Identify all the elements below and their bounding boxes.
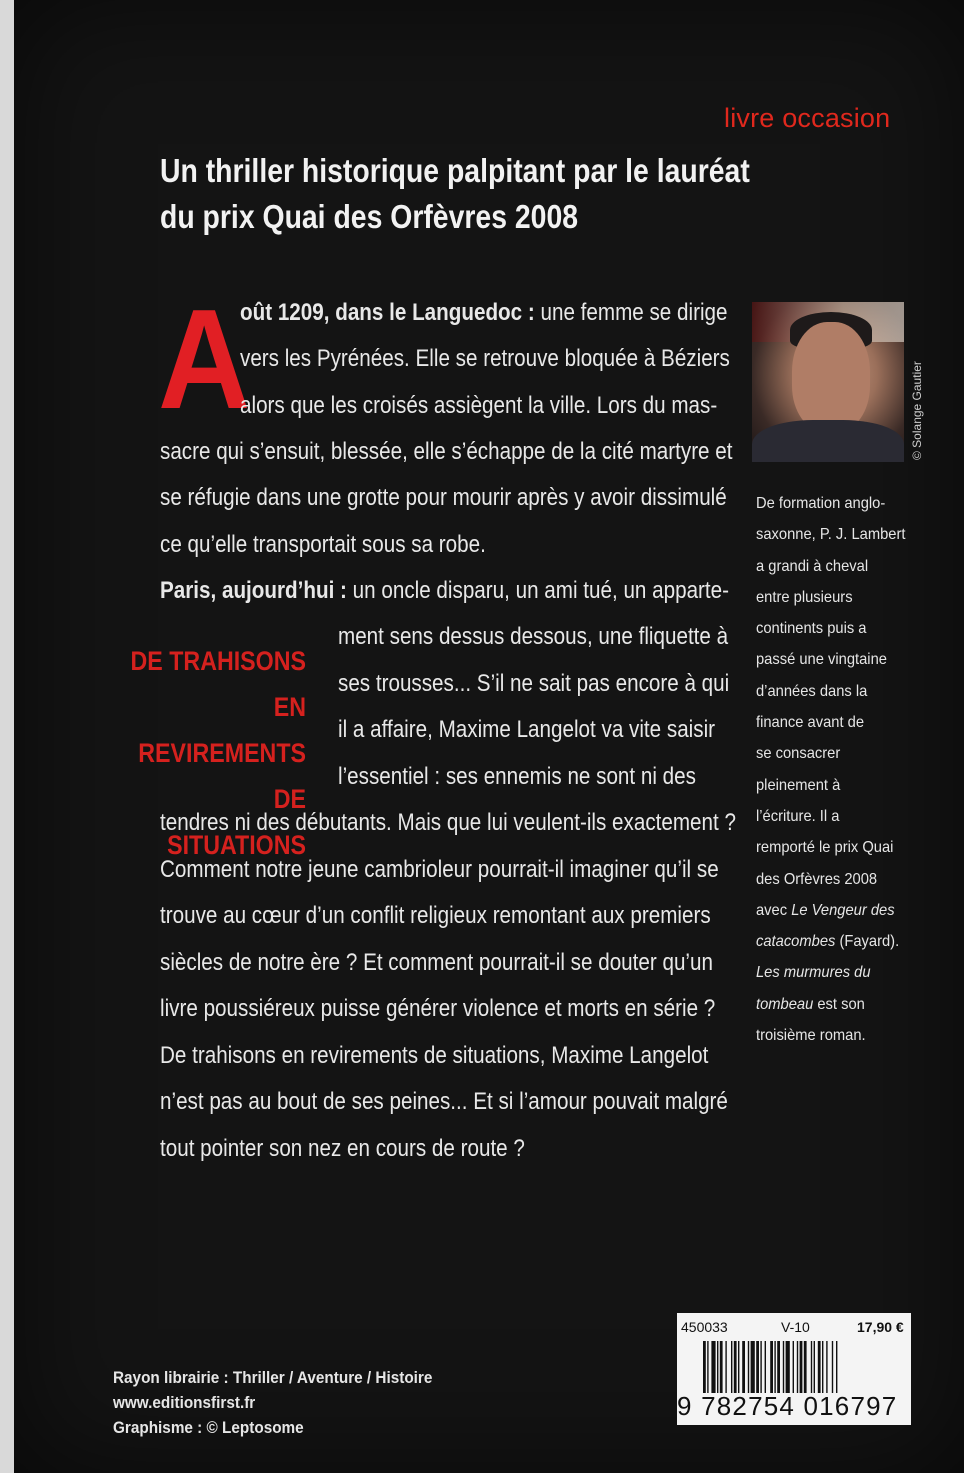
synopsis-line: livre poussiéreux puisse générer violence et morts en série ?	[160, 995, 716, 1022]
author-bio: De formation anglo- saxonne, P. J. Lambert a grandi à cheval entre plusieurs continents puis a passé une vingtaine d’années dans la finance avant de se consacrer pleinement à l’écriture. Il a remporté le prix Quai des Orfèvres 2008 avec Le Vengeur des catacombes (Fayard). Les murmures du tombeau est son troisième roman.	[756, 495, 906, 1045]
tagline-line: Un thriller historique palpitant par le lauréat	[160, 152, 750, 189]
synopsis-line: n’est pas au bout de ses peines... Et si l’amour pouvait malgré	[160, 1088, 728, 1115]
synopsis-line: ses trousses... S’il ne sait pas encore à qui	[338, 670, 730, 697]
used-book-label: livre occasion	[724, 103, 891, 133]
synopsis-line: ment sens dessus dessous, une fliquette à	[338, 623, 729, 650]
pull-quote	[112, 638, 306, 868]
barcode-code: 450033	[681, 1319, 728, 1335]
synopsis-line: Comment notre jeune cambrioleur pourrait-il imaginer qu’il se	[160, 856, 719, 883]
footer-info	[113, 1365, 432, 1440]
drop-cap: A	[158, 280, 251, 439]
photo-credit: © Solange Gautier	[910, 361, 924, 460]
tagline-line: du prix Quai des Orfèvres 2008	[160, 198, 579, 235]
barcode-version: V-10	[781, 1319, 810, 1335]
barcode-sticker	[677, 1313, 911, 1425]
barcode-bars	[703, 1341, 899, 1393]
price: 17,90 €	[857, 1319, 904, 1335]
synopsis-lead: oût 1209, dans le Languedoc :	[240, 299, 535, 326]
pull-quote-line: SITUATIONS	[167, 830, 306, 860]
synopsis-line: tendres ni des débutants. Mais que lui veulent-ils exactement ?	[160, 809, 736, 836]
synopsis-line: oût 1209, dans le Languedoc : une femme se dirige	[240, 299, 728, 326]
synopsis-line: trouve au cœur d’un conflit religieux remontant aux premiers	[160, 902, 711, 929]
rayon-librairie: Rayon librairie : Thriller / Aventure / Histoire	[113, 1368, 433, 1387]
design-credit: Graphisme : © Leptosome	[113, 1418, 304, 1437]
synopsis-line: tout pointer son nez en cours de route ?	[160, 1135, 525, 1162]
publisher-website[interactable]: www.editionsfirst.fr	[113, 1393, 256, 1412]
synopsis-line: il a affaire, Maxime Langelot va vite saisir	[338, 716, 716, 743]
synopsis-line: sacre qui s’ensuit, blessée, elle s’échappe de la cité martyre et	[160, 438, 733, 465]
synopsis-line: siècles de notre ère ? Et comment pourrait-il se douter qu’un	[160, 949, 713, 976]
synopsis-lead: Paris, aujourd’hui :	[160, 577, 347, 604]
synopsis-line: l’essentiel : ses ennemis ne sont ni des	[338, 763, 696, 790]
synopsis-line: alors que les croisés assiègent la ville. Lors du mas-	[240, 392, 718, 419]
pull-quote-line: DE TRAHISONS EN	[130, 646, 306, 722]
barcode-digits: 9 782754 016797	[677, 1391, 898, 1421]
synopsis-line: ce qu’elle transportait sous sa robe.	[160, 531, 486, 558]
synopsis-line: se réfugie dans une grotte pour mourir après y avoir dissimulé	[160, 484, 727, 511]
author-photo	[752, 302, 904, 462]
tagline	[160, 148, 750, 240]
synopsis-line: vers les Pyrénées. Elle se retrouve bloquée à Béziers	[240, 345, 730, 372]
synopsis-line: Paris, aujourd’hui : un oncle disparu, un ami tué, un apparte-	[160, 577, 730, 604]
synopsis-line: De trahisons en revirements de situations, Maxime Langelot	[160, 1042, 709, 1069]
pull-quote-line: REVIREMENTS DE	[138, 738, 306, 814]
